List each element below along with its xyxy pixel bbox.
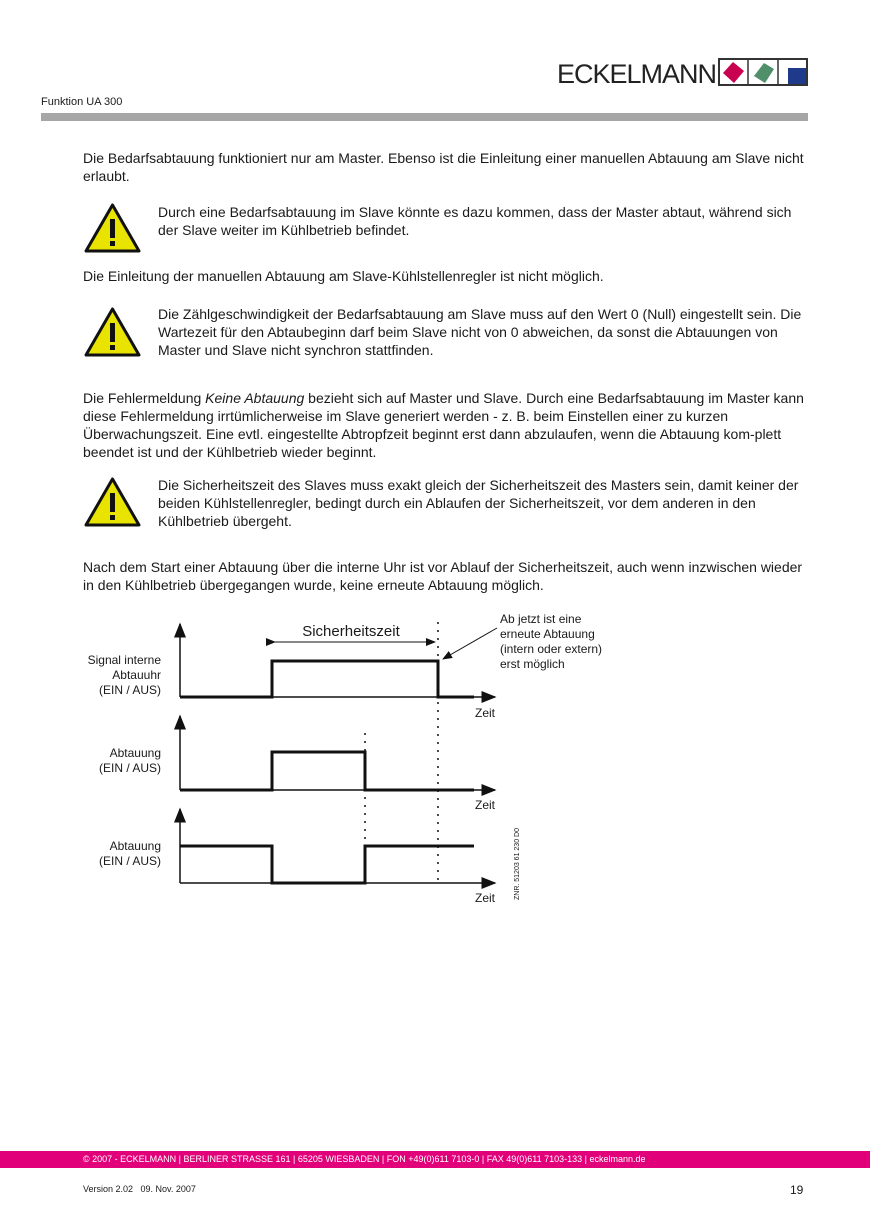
annotation-line: (intern oder extern) (500, 642, 603, 656)
drawing-number: ZNR. 51203 61 230 D0 (514, 828, 521, 900)
signal-label: Abtauuhr (112, 668, 161, 682)
signal-label: Abtauung (109, 839, 161, 853)
annotation-line: Ab jetzt ist eine (500, 612, 582, 626)
annotation-arrow (443, 628, 497, 659)
paragraph: Die Einleitung der manuellen Abtauung am Slave-Kühlstellenregler ist nicht möglich. (83, 268, 604, 284)
paragraph: Nach dem Start einer Abtauung über die interne Uhr ist vor Ablauf der Sicherheitszeit, auch wenn inzwischen wieder in den Kühlbetrieb übergegangen wurde, keine erneute Abtauung möglich. (83, 559, 803, 593)
text: bezieht sich auf Master und Slave. Durch eine Bedarfsabtauung im Master kann diese Fehlermeldung irrtümlicherweise im Slave generiert werden - z. B. beim Einstellen einer zu kurzen Überwachungszeit. Eine evtl. eingestellte Abtropfzeit beginnt erst dann abzulaufen, wenn die Abtauung kom-plett beendet ist und der Kühlbetrieb wieder beginnt. (83, 390, 804, 460)
warning-text: Durch eine Bedarfsabtauung im Slave könnte es dazu kommen, dass der Master abtaut, während sich der Slave weiter im Kühlbetrieb befindet. (158, 204, 792, 238)
footer-address: © 2007 - ECKELMANN | BERLINER STRASSE 161 | 65205 WIESBADEN | FON +49(0)611 7103-0 | FAX 49(0)611 7103-133 | eckelmann.de (83, 1154, 646, 1164)
signal-label: Abtauung (109, 746, 161, 760)
warning-text: Die Zählgeschwindigkeit der Bedarfsabtauung am Slave muss auf den Wert 0 (Null) eingestellt sein. Die Wartezeit für den Abtaubeginn darf beim Slave nicht von 0 abweichen, da sonst die Abtauungen von Master und Slave nicht synchron stattfinden. (158, 306, 802, 358)
annotation-line: erst möglich (500, 657, 565, 671)
footer-bar (0, 1151, 870, 1168)
logo-text: ECKELMANN (557, 59, 717, 89)
page-number: 19 (790, 1183, 804, 1197)
signal-label: Signal interne (87, 653, 161, 667)
version: Version 2.02 09. Nov. 2007 (83, 1184, 196, 1194)
axis-label: Zeit (475, 891, 496, 905)
annotation-line: erneute Abtauung (500, 627, 595, 641)
text: Die Fehlermeldung (83, 390, 206, 406)
axis-label: Zeit (475, 798, 496, 812)
paragraph: Die Bedarfsabtauung funktioniert nur am Master. Ebenso ist die Einleitung einer manuellen Abtauung am Slave nicht erlaubt. (83, 150, 804, 184)
function-label: Funktion UA 300 (41, 96, 123, 108)
error-name: Keine Abtauung (205, 390, 305, 406)
signal-label: (EIN / AUS) (98, 854, 161, 868)
signal-label: (EIN / AUS) (98, 683, 161, 697)
warning-text: Die Sicherheitszeit des Slaves muss exakt gleich der Sicherheitszeit des Masters sein, damit keiner der beiden Kühlstellenregler, bedingt durch ein Ablaufen der Sicherheitszeit, vor dem anderen in den Kühlbetrieb übergeht. (158, 477, 799, 529)
signal-timer (180, 661, 474, 697)
signal-defrost-2 (180, 846, 474, 883)
signal-defrost-1 (180, 752, 474, 790)
signal-label: (EIN / AUS) (98, 761, 161, 775)
axis-label: Zeit (475, 706, 496, 720)
interval-label: Sicherheitszeit (302, 623, 400, 640)
